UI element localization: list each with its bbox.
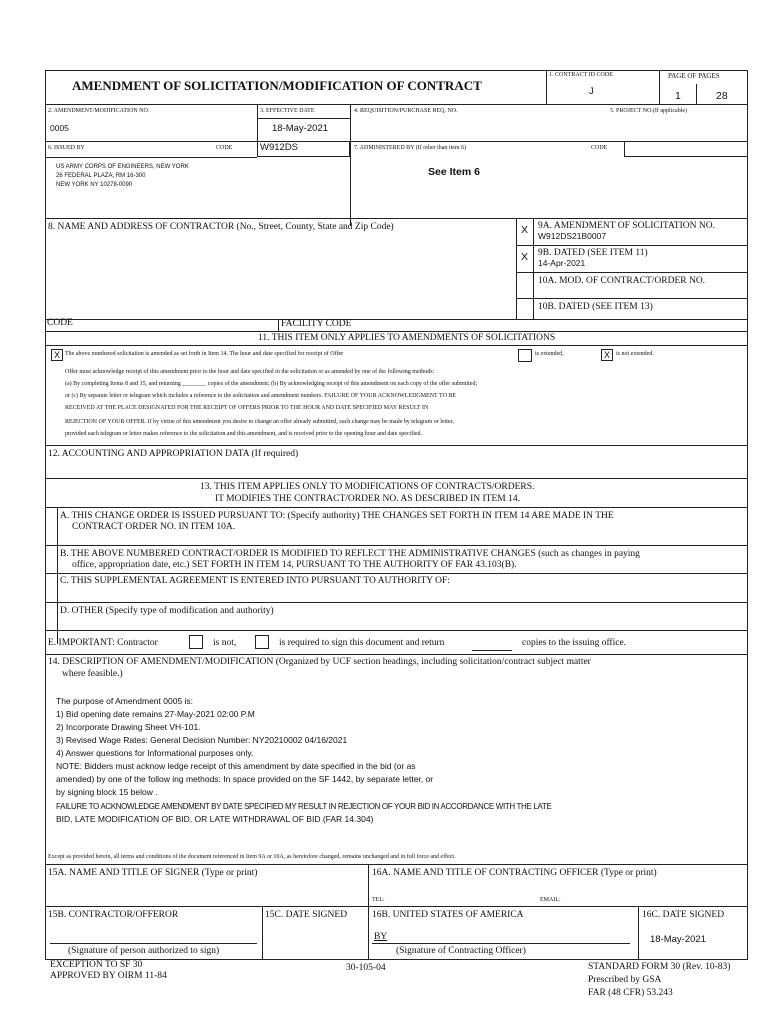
footer-exception: EXCEPTION TO SF 30	[50, 960, 143, 970]
item-11-para-6: provided each telegram or letter makes reference to the solicitation and this amendment, and is received prior to the opening hour and date specified.	[65, 431, 423, 437]
officer-signature-caption: (Signature of Contracting Officer)	[396, 946, 526, 956]
item-11-title: 11. THIS ITEM ONLY APPLIES TO AMENDMENTS OF SOLICITATIONS	[258, 333, 556, 343]
issuer-address-line-1: US ARMY CORPS OF ENGINEERS, NEW YORK	[56, 164, 189, 170]
item-13-title-2: IT MODIFIES THE CONTRACT/ORDER NO. AS DESCRIBED IN ITEM 14.	[215, 494, 520, 504]
item-15b-label: 15B. CONTRACTOR/OFFEROR	[48, 910, 179, 920]
copies-label: copies to the issuing office.	[522, 638, 627, 648]
extended-label: is extended,	[535, 351, 564, 357]
description-line-1: The purpose of Amendment 0005 is:	[56, 696, 194, 706]
item-11-para-5: REJECTION OF YOUR OFFER. If by virtue of this amendment you desire to change an offer already submitted, such change may be made by telegram or letter,	[65, 419, 454, 425]
description-line-9: FAILURE TO ACKNOWLEDGE AMENDMENT BY DATE SPECIFIED MY RESULT IN REJECTION OF YOUR BID IN ACCORDANCE WITH THE LATE	[56, 802, 552, 811]
effective-date-label: 3. EFFECTIVE DATE	[260, 108, 315, 114]
description-line-3: 2) Incorporate Drawing Sheet VH-101.	[56, 722, 201, 732]
not-extended-checkbox[interactable]: X	[601, 349, 613, 361]
item-12-label: 12. ACCOUNTING AND APPROPRIATION DATA (If required)	[48, 449, 299, 459]
administered-by-value: See Item 6	[428, 166, 480, 178]
contract-id-code: J	[589, 86, 594, 97]
item-11-para-3: or (c) By separate letter or telegram which includes a reference to the solicitation and amendment numbers. FAILURE OF YOUR ACKNOWLEDGMENT TO BE	[65, 393, 457, 399]
administered-code-label: CODE	[591, 145, 608, 151]
item-13b-line-2: office, appropriation date, etc.) SET FORTH IN ITEM 14, PURSUANT TO THE AUTHORITY OF FAR 43.103(B).	[72, 560, 517, 570]
amendment-no-label: 2. AMENDMENT/MODIFICATION NO.	[48, 108, 150, 114]
is-required-label: is required to sign this document and return	[279, 638, 445, 648]
solicitation-no: W912DS21B0007	[538, 231, 607, 241]
solicitation-date: 14-Apr-2021	[538, 258, 586, 268]
description-line-6: NOTE: Bidders must acknow ledge receipt of this amendment by date specified in the bid (or as	[56, 761, 416, 771]
contractor-signature-line[interactable]	[50, 943, 257, 944]
issuer-address-line-3: NEW YORK NY 10278-0090	[56, 182, 133, 188]
item-9a-label: 9A. AMENDMENT OF SOLICITATION NO.	[538, 221, 715, 231]
item-9b-label: 9B. DATED (SEE ITEM 11)	[538, 248, 648, 258]
description-line-7: amended) by one of the follow ing methods: In space provided on the SF 1442, by separate letter, or	[56, 774, 434, 784]
description-line-4: 3) Revised Wage Rates: General Decision Number: NY20210002 04/16/2021	[56, 735, 348, 745]
project-no-label: 5. PROJECT NO.(If applicable)	[610, 108, 688, 114]
tel-label: TEL:	[372, 897, 385, 903]
contractor-signature-caption: (Signature of person authorized to sign)	[68, 946, 220, 956]
item-16b-label: 16B. UNITED STATES OF AMERICA	[372, 910, 524, 920]
item-10a-label: 10A. MOD. OF CONTRACT/ORDER NO.	[538, 276, 706, 286]
extended-checkbox[interactable]	[518, 349, 532, 362]
amended-checkbox[interactable]: X	[51, 349, 63, 361]
description-line-5: 4) Answer questions for Informational purposes only.	[56, 748, 254, 758]
item-13a-line-2: CONTRACT ORDER NO. IN ITEM 10A.	[72, 522, 236, 532]
is-not-label: is not,	[213, 638, 237, 648]
item-11-para-4: RECEIVED AT THE PLACE DESIGNATED FOR THE RECEIPT OF OFFERS PRIOR TO THE HOUR AND DATE SPECIFIED MAY RESULT IN	[65, 405, 429, 411]
is-required-checkbox[interactable]	[255, 635, 269, 649]
description-line-10: BID, LATE MODIFICATION OF BID, OR LATE WITHDRAWAL OF BID (FAR 14.304)	[56, 814, 374, 824]
item-13-title-1: 13. THIS ITEM APPLIES ONLY TO MODIFICATIONS OF CONTRACTS/ORDERS.	[200, 482, 535, 492]
contractor-code-label: CODE	[47, 318, 73, 328]
description-line-8: by signing block 15 below .	[56, 787, 158, 797]
item-15c-label: 15C. DATE SIGNED	[265, 910, 348, 920]
item-11-para-2: (a) By completing Items 8 and 15, and returning ________ copies of the amendment; (b) By acknowledging receipt of this amendment on each copy of the offer submitted;	[65, 381, 478, 387]
item-11-line-1: The above numbered solicitation is amended as set forth in Item 14. The hour and date specified for receipt of Offer	[65, 351, 344, 357]
footer-prescribed: Prescribed by GSA	[588, 975, 662, 985]
description-line-2: 1) Bid opening date remains 27-May-2021 02:00 P.M	[56, 709, 255, 719]
issued-by-label: 6. ISSUED BY	[48, 145, 85, 151]
form-title: AMENDMENT OF SOLICITATION/MODIFICATION OF CONTRACT	[72, 78, 482, 93]
item-14-label-2: where feasible.)	[62, 669, 123, 679]
email-label: EMAIL:	[540, 897, 561, 903]
page-of-pages-label: PAGE OF PAGES	[668, 72, 720, 80]
item-13d-line: D. OTHER (Specify type of modification and authority)	[60, 606, 274, 616]
except-statement: Except as provided herein, all terms and conditions of the document referenced in Item 9A or 10A, as heretofore changed, remains unchanged and in full force and effect.	[48, 854, 456, 860]
footer-form-code: 30-105-04	[346, 963, 386, 973]
officer-date-signed: 18-May-2021	[650, 934, 706, 945]
amendment-no: 0005	[50, 123, 69, 133]
contract-id-code-label: 1. CONTRACT ID CODE	[549, 72, 613, 78]
administered-by-label: 7. ADMINISTERED BY (If other than item 6)	[354, 145, 467, 151]
page-total: 28	[716, 90, 728, 102]
item-11-para-1: Offer must acknowledge receipt of this amendment prior to the hour and date specified in the solicitation or as amended by one of the following methods:	[65, 369, 435, 375]
officer-signature-line[interactable]	[372, 943, 630, 944]
item-14-label-1: 14. DESCRIPTION OF AMENDMENT/MODIFICATION (Organized by UCF section headings, including solicitation/contract subject matter	[48, 657, 591, 667]
footer-approved: APPROVED BY OIRM 11-84	[50, 971, 167, 981]
item-13b-line-1: B. THE ABOVE NUMBERED CONTRACT/ORDER IS MODIFIED TO REFLECT THE ADMINISTRATIVE CHANGES (such as changes in paying	[60, 549, 640, 559]
item-9a-mark: X	[521, 224, 529, 236]
issued-code: W912DS	[260, 142, 299, 153]
item-13c-line: C. THIS SUPPLEMENTAL AGREEMENT IS ENTERED INTO PURSUANT TO AUTHORITY OF:	[60, 576, 450, 586]
page-number: 1	[675, 90, 681, 102]
item-e-label: E. IMPORTANT: Contractor	[48, 638, 158, 648]
contractor-label: 8. NAME AND ADDRESS OF CONTRACTOR (No., Street, County, State and Zip Code)	[48, 222, 394, 232]
by-label: BY	[374, 932, 388, 942]
item-9b-mark: X	[521, 251, 529, 263]
item-16c-label: 16C. DATE SIGNED	[642, 910, 725, 920]
item-15a-label: 15A. NAME AND TITLE OF SIGNER (Type or print)	[48, 868, 258, 878]
issuer-address-line-2: 26 FEDERAL PLAZA, RM 16-300	[56, 173, 146, 179]
item-16a-label: 16A. NAME AND TITLE OF CONTRACTING OFFICER (Type or print)	[372, 868, 657, 878]
issued-code-label: CODE	[216, 145, 233, 151]
item-13a-line-1: A. THIS CHANGE ORDER IS ISSUED PURSUANT TO: (Specify authority) THE CHANGES SET FORTH IN ITEM 14 ARE MADE IN THE	[60, 511, 614, 521]
footer-standard-form: STANDARD FORM 30 (Rev. 10-83)	[588, 962, 731, 972]
not-extended-label: is not extended.	[616, 351, 654, 357]
requisition-label: 4. REQUISITION/PURCHASE REQ. NO.	[354, 108, 458, 114]
effective-date: 18-May-2021	[272, 123, 328, 134]
item-10b-label: 10B. DATED (SEE ITEM 13)	[538, 302, 653, 312]
is-not-checkbox[interactable]	[189, 635, 203, 649]
facility-code-label: FACILITY CODE	[281, 319, 352, 329]
footer-far: FAR (48 CFR) 53.243	[588, 988, 673, 998]
